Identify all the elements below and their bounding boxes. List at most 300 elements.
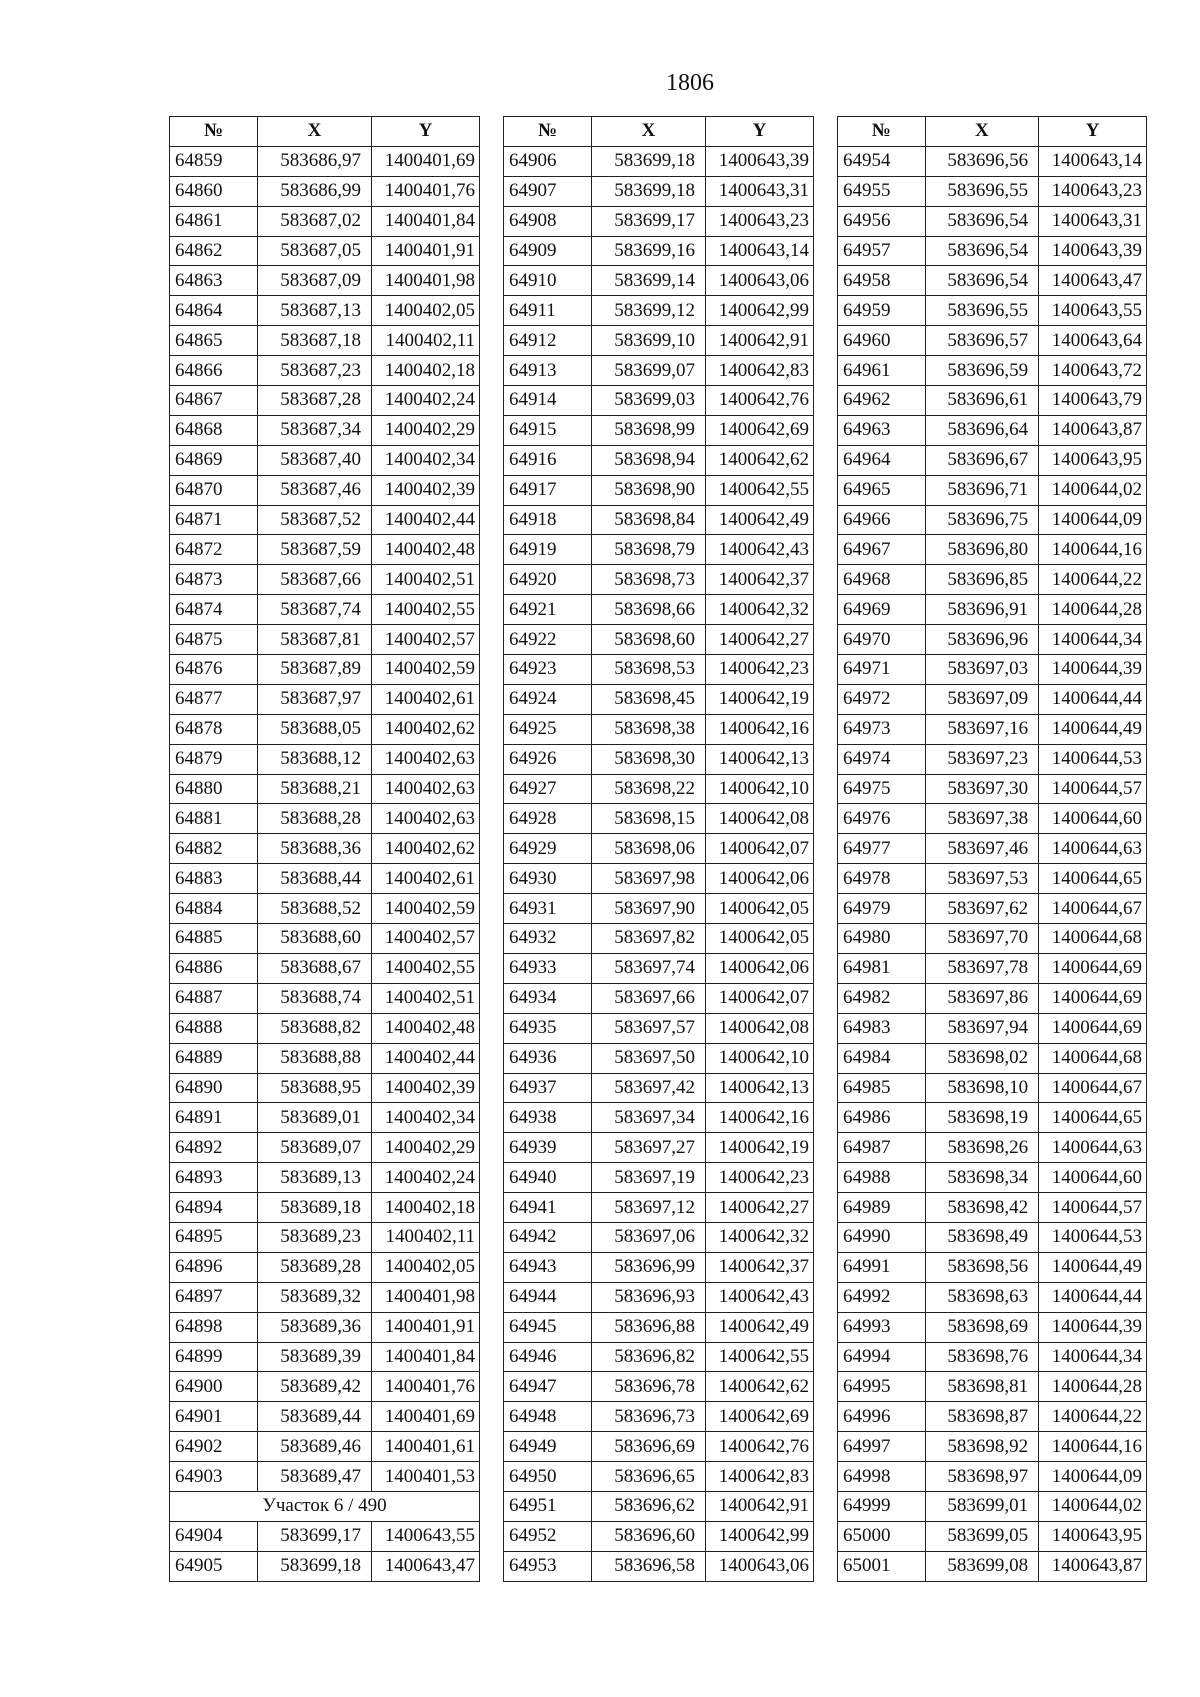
x-coordinate-cell: 583697,09 (925, 684, 1039, 714)
point-number-cell: 64899 (170, 1342, 258, 1372)
point-number-cell: 64990 (838, 1222, 926, 1252)
point-number-cell: 64865 (170, 326, 258, 356)
y-coordinate-cell: 1400402,11 (372, 326, 480, 356)
y-coordinate-cell: 1400643,23 (1039, 176, 1147, 206)
y-coordinate-cell: 1400402,59 (372, 655, 480, 685)
table-row (504, 146, 814, 176)
x-coordinate-cell: 583699,10 (592, 326, 706, 356)
y-coordinate-cell: 1400642,13 (706, 744, 814, 774)
point-number-cell: 64894 (170, 1193, 258, 1223)
point-number-cell: 64917 (504, 475, 592, 505)
point-number-cell: 64932 (504, 924, 592, 954)
y-coordinate-cell: 1400644,22 (1039, 1402, 1147, 1432)
table-row (170, 266, 480, 296)
point-number-cell: 64943 (504, 1252, 592, 1282)
y-coordinate-cell: 1400644,67 (1039, 894, 1147, 924)
point-number-cell: 64927 (504, 774, 592, 804)
y-coordinate-cell: 1400402,29 (372, 1133, 480, 1163)
table-row (838, 1043, 1147, 1073)
table-row (838, 356, 1147, 386)
table-row (504, 565, 814, 595)
point-number-cell: 64873 (170, 565, 258, 595)
x-coordinate-cell: 583698,10 (925, 1073, 1039, 1103)
y-coordinate-cell: 1400402,24 (372, 386, 480, 416)
y-coordinate-cell: 1400402,48 (372, 535, 480, 565)
x-coordinate-cell: 583696,62 (592, 1491, 706, 1521)
y-coordinate-cell: 1400644,65 (1039, 1103, 1147, 1133)
point-number-cell: 64985 (838, 1073, 926, 1103)
y-coordinate-cell: 1400401,91 (372, 1312, 480, 1342)
point-number-cell: 64900 (170, 1372, 258, 1402)
y-coordinate-cell: 1400644,63 (1039, 834, 1147, 864)
point-number-cell: 64957 (838, 236, 926, 266)
y-coordinate-cell: 1400643,87 (1039, 415, 1147, 445)
y-coordinate-cell: 1400642,16 (706, 1103, 814, 1133)
y-coordinate-cell: 1400642,05 (706, 894, 814, 924)
y-coordinate-cell: 1400642,55 (706, 1342, 814, 1372)
x-coordinate-cell: 583687,97 (258, 684, 372, 714)
table-row (170, 774, 480, 804)
table-row (504, 505, 814, 535)
y-coordinate-cell: 1400402,61 (372, 864, 480, 894)
table-row (504, 924, 814, 954)
table-row (838, 386, 1147, 416)
table-row (170, 535, 480, 565)
y-coordinate-cell: 1400642,49 (706, 505, 814, 535)
y-coordinate-cell: 1400642,49 (706, 1312, 814, 1342)
point-number-cell: 64895 (170, 1222, 258, 1252)
y-coordinate-cell: 1400644,63 (1039, 1133, 1147, 1163)
table-row (170, 565, 480, 595)
table-row (838, 1491, 1147, 1521)
x-coordinate-cell: 583688,82 (258, 1013, 372, 1043)
y-coordinate-cell: 1400402,34 (372, 1103, 480, 1133)
point-number-cell: 64939 (504, 1133, 592, 1163)
x-coordinate-cell: 583688,88 (258, 1043, 372, 1073)
x-coordinate-cell: 583696,96 (925, 625, 1039, 655)
x-coordinate-cell: 583698,66 (592, 595, 706, 625)
x-coordinate-cell: 583688,95 (258, 1073, 372, 1103)
x-coordinate-cell: 583687,81 (258, 625, 372, 655)
y-coordinate-cell: 1400642,99 (706, 296, 814, 326)
x-coordinate-cell: 583696,64 (925, 415, 1039, 445)
x-coordinate-cell: 583698,22 (592, 774, 706, 804)
table-row (504, 774, 814, 804)
point-number-cell: 64886 (170, 953, 258, 983)
y-coordinate-cell: 1400644,68 (1039, 924, 1147, 954)
x-coordinate-cell: 583697,98 (592, 864, 706, 894)
x-coordinate-cell: 583698,45 (592, 684, 706, 714)
y-coordinate-cell: 1400401,84 (372, 1342, 480, 1372)
y-coordinate-cell: 1400402,39 (372, 1073, 480, 1103)
point-number-cell: 64974 (838, 744, 926, 774)
point-number-cell: 64918 (504, 505, 592, 535)
point-number-cell: 64864 (170, 296, 258, 326)
point-number-cell: 64992 (838, 1282, 926, 1312)
section-label: Участок 6 / 490 (170, 1491, 480, 1521)
x-coordinate-cell: 583698,76 (925, 1342, 1039, 1372)
x-coordinate-cell: 583697,38 (925, 804, 1039, 834)
x-coordinate-cell: 583687,40 (258, 445, 372, 475)
point-number-cell: 64862 (170, 236, 258, 266)
y-coordinate-cell: 1400643,95 (1039, 1521, 1147, 1551)
table-row (504, 894, 814, 924)
table-row (170, 146, 480, 176)
table-row (504, 1342, 814, 1372)
x-coordinate-cell: 583698,42 (925, 1193, 1039, 1223)
table-row (504, 1462, 814, 1492)
y-coordinate-cell: 1400402,39 (372, 475, 480, 505)
y-coordinate-cell: 1400643,72 (1039, 356, 1147, 386)
x-coordinate-cell: 583699,18 (258, 1551, 372, 1581)
point-number-cell: 64959 (838, 296, 926, 326)
y-coordinate-cell: 1400402,63 (372, 804, 480, 834)
table-row (504, 714, 814, 744)
point-number-cell: 64907 (504, 176, 592, 206)
x-coordinate-cell: 583698,63 (925, 1282, 1039, 1312)
table-header-row (838, 117, 1147, 147)
table-row (170, 1252, 480, 1282)
point-number-cell: 64946 (504, 1342, 592, 1372)
x-coordinate-cell: 583687,18 (258, 326, 372, 356)
table-row (170, 1073, 480, 1103)
x-coordinate-cell: 583689,42 (258, 1372, 372, 1402)
table-row (504, 445, 814, 475)
table-row (170, 326, 480, 356)
y-coordinate-cell: 1400402,59 (372, 894, 480, 924)
x-coordinate-cell: 583689,18 (258, 1193, 372, 1223)
table-row (838, 1193, 1147, 1223)
y-coordinate-cell: 1400642,06 (706, 864, 814, 894)
y-coordinate-cell: 1400644,39 (1039, 655, 1147, 685)
point-number-cell: 64926 (504, 744, 592, 774)
x-coordinate-cell: 583687,59 (258, 535, 372, 565)
y-coordinate-cell: 1400642,27 (706, 1193, 814, 1223)
table-row (504, 326, 814, 356)
y-coordinate-cell: 1400644,68 (1039, 1043, 1147, 1073)
x-coordinate-cell: 583688,36 (258, 834, 372, 864)
point-number-cell: 64954 (838, 146, 926, 176)
point-number-cell: 64885 (170, 924, 258, 954)
x-coordinate-cell: 583689,46 (258, 1432, 372, 1462)
point-number-cell: 64911 (504, 296, 592, 326)
section-row (170, 1491, 480, 1521)
point-number-cell: 64920 (504, 565, 592, 595)
y-coordinate-cell: 1400644,09 (1039, 505, 1147, 535)
x-coordinate-cell: 583698,90 (592, 475, 706, 505)
point-number-cell: 64965 (838, 475, 926, 505)
table-row (838, 684, 1147, 714)
table-row (504, 176, 814, 206)
y-coordinate-cell: 1400644,28 (1039, 1372, 1147, 1402)
y-coordinate-cell: 1400644,60 (1039, 804, 1147, 834)
point-number-cell: 64941 (504, 1193, 592, 1223)
table-row (504, 1282, 814, 1312)
y-coordinate-cell: 1400402,05 (372, 1252, 480, 1282)
table-row (838, 266, 1147, 296)
x-coordinate-cell: 583696,60 (592, 1521, 706, 1551)
x-coordinate-cell: 583696,58 (592, 1551, 706, 1581)
point-number-cell: 64950 (504, 1462, 592, 1492)
y-coordinate-cell: 1400642,76 (706, 1432, 814, 1462)
table-row (170, 1222, 480, 1252)
y-coordinate-cell: 1400402,29 (372, 415, 480, 445)
table-row (504, 1193, 814, 1223)
table-row (838, 714, 1147, 744)
y-coordinate-cell: 1400643,23 (706, 206, 814, 236)
table-row (838, 1133, 1147, 1163)
x-coordinate-cell: 583688,05 (258, 714, 372, 744)
y-coordinate-cell: 1400644,44 (1039, 684, 1147, 714)
table-row (838, 535, 1147, 565)
x-coordinate-cell: 583697,06 (592, 1222, 706, 1252)
point-number-cell: 64975 (838, 774, 926, 804)
point-number-cell: 64969 (838, 595, 926, 625)
point-number-cell: 64905 (170, 1551, 258, 1581)
table-row (838, 146, 1147, 176)
table-row (504, 206, 814, 236)
point-number-cell: 64972 (838, 684, 926, 714)
x-coordinate-cell: 583696,57 (925, 326, 1039, 356)
table-row (504, 266, 814, 296)
table-row (504, 1013, 814, 1043)
table-row (838, 834, 1147, 864)
y-coordinate-cell: 1400642,07 (706, 983, 814, 1013)
table-row (504, 1402, 814, 1432)
x-coordinate-cell: 583698,79 (592, 535, 706, 565)
y-coordinate-cell: 1400643,64 (1039, 326, 1147, 356)
y-coordinate-cell: 1400642,05 (706, 924, 814, 954)
table-row (838, 415, 1147, 445)
x-coordinate-cell: 583698,38 (592, 714, 706, 744)
table-row (838, 1103, 1147, 1133)
table-row (504, 983, 814, 1013)
y-coordinate-cell: 1400642,08 (706, 804, 814, 834)
point-number-cell: 64893 (170, 1163, 258, 1193)
x-coordinate-cell: 583698,06 (592, 834, 706, 864)
point-number-cell: 64923 (504, 655, 592, 685)
y-coordinate-cell: 1400642,10 (706, 774, 814, 804)
table-row (838, 1402, 1147, 1432)
x-coordinate-cell: 583687,05 (258, 236, 372, 266)
header-y: Y (372, 117, 480, 147)
y-coordinate-cell: 1400644,69 (1039, 1013, 1147, 1043)
point-number-cell: 64889 (170, 1043, 258, 1073)
table-row (838, 1282, 1147, 1312)
point-number-cell: 64996 (838, 1402, 926, 1432)
x-coordinate-cell: 583698,84 (592, 505, 706, 535)
x-coordinate-cell: 583699,17 (592, 206, 706, 236)
point-number-cell: 64874 (170, 595, 258, 625)
x-coordinate-cell: 583687,89 (258, 655, 372, 685)
table-row (838, 1163, 1147, 1193)
table-row (504, 655, 814, 685)
y-coordinate-cell: 1400644,53 (1039, 1222, 1147, 1252)
y-coordinate-cell: 1400642,83 (706, 1462, 814, 1492)
point-number-cell: 64924 (504, 684, 592, 714)
y-coordinate-cell: 1400642,69 (706, 415, 814, 445)
point-number-cell: 64870 (170, 475, 258, 505)
table-row (838, 744, 1147, 774)
y-coordinate-cell: 1400401,69 (372, 1402, 480, 1432)
header-y: Y (706, 117, 814, 147)
x-coordinate-cell: 583687,13 (258, 296, 372, 326)
point-number-cell: 64970 (838, 625, 926, 655)
y-coordinate-cell: 1400644,39 (1039, 1312, 1147, 1342)
x-coordinate-cell: 583697,74 (592, 953, 706, 983)
y-coordinate-cell: 1400401,69 (372, 146, 480, 176)
x-coordinate-cell: 583687,52 (258, 505, 372, 535)
table-row (838, 1432, 1147, 1462)
x-coordinate-cell: 583699,14 (592, 266, 706, 296)
table-body (838, 146, 1147, 1581)
point-number-cell: 64944 (504, 1282, 592, 1312)
x-coordinate-cell: 583696,91 (925, 595, 1039, 625)
table-row (504, 386, 814, 416)
table-row (838, 236, 1147, 266)
x-coordinate-cell: 583699,05 (925, 1521, 1039, 1551)
x-coordinate-cell: 583689,23 (258, 1222, 372, 1252)
x-coordinate-cell: 583697,62 (925, 894, 1039, 924)
table-row (170, 625, 480, 655)
x-coordinate-cell: 583698,69 (925, 1312, 1039, 1342)
y-coordinate-cell: 1400642,19 (706, 684, 814, 714)
y-coordinate-cell: 1400402,18 (372, 1193, 480, 1223)
table-row (170, 445, 480, 475)
point-number-cell: 64968 (838, 565, 926, 595)
point-number-cell: 64913 (504, 356, 592, 386)
point-number-cell: 64872 (170, 535, 258, 565)
y-coordinate-cell: 1400401,91 (372, 236, 480, 266)
y-coordinate-cell: 1400642,43 (706, 1282, 814, 1312)
point-number-cell: 64859 (170, 146, 258, 176)
y-coordinate-cell: 1400402,62 (372, 714, 480, 744)
x-coordinate-cell: 583688,44 (258, 864, 372, 894)
x-coordinate-cell: 583697,23 (925, 744, 1039, 774)
coordinates-table-2 (503, 116, 814, 1582)
x-coordinate-cell: 583699,16 (592, 236, 706, 266)
x-coordinate-cell: 583699,03 (592, 386, 706, 416)
table-row (504, 475, 814, 505)
table-row (170, 296, 480, 326)
x-coordinate-cell: 583697,27 (592, 1133, 706, 1163)
y-coordinate-cell: 1400642,83 (706, 356, 814, 386)
point-number-cell: 64877 (170, 684, 258, 714)
point-number-cell: 64882 (170, 834, 258, 864)
point-number-cell: 64916 (504, 445, 592, 475)
table-row (838, 655, 1147, 685)
table-row (504, 625, 814, 655)
x-coordinate-cell: 583698,49 (925, 1222, 1039, 1252)
y-coordinate-cell: 1400402,34 (372, 445, 480, 475)
y-coordinate-cell: 1400642,37 (706, 1252, 814, 1282)
y-coordinate-cell: 1400401,53 (372, 1462, 480, 1492)
table-row (170, 415, 480, 445)
point-number-cell: 64964 (838, 445, 926, 475)
y-coordinate-cell: 1400642,23 (706, 1163, 814, 1193)
x-coordinate-cell: 583697,42 (592, 1073, 706, 1103)
table-row (170, 1103, 480, 1133)
table-row (504, 1133, 814, 1163)
table-row (838, 894, 1147, 924)
table-row (838, 804, 1147, 834)
y-coordinate-cell: 1400642,06 (706, 953, 814, 983)
table-row (504, 1432, 814, 1462)
header-number: № (170, 117, 258, 147)
y-coordinate-cell: 1400402,11 (372, 1222, 480, 1252)
x-coordinate-cell: 583689,39 (258, 1342, 372, 1372)
x-coordinate-cell: 583688,12 (258, 744, 372, 774)
table-row (838, 1222, 1147, 1252)
point-number-cell: 64884 (170, 894, 258, 924)
y-coordinate-cell: 1400401,76 (372, 1372, 480, 1402)
table-row (838, 176, 1147, 206)
point-number-cell: 64936 (504, 1043, 592, 1073)
point-number-cell: 64898 (170, 1312, 258, 1342)
y-coordinate-cell: 1400401,98 (372, 1282, 480, 1312)
table-row (838, 445, 1147, 475)
table-row (838, 983, 1147, 1013)
y-coordinate-cell: 1400642,13 (706, 1073, 814, 1103)
table-row (504, 535, 814, 565)
x-coordinate-cell: 583696,99 (592, 1252, 706, 1282)
x-coordinate-cell: 583696,69 (592, 1432, 706, 1462)
table-row (504, 1043, 814, 1073)
table-row (504, 1163, 814, 1193)
table-row (170, 1551, 480, 1581)
x-coordinate-cell: 583688,67 (258, 953, 372, 983)
y-coordinate-cell: 1400402,44 (372, 1043, 480, 1073)
table-row (170, 1282, 480, 1312)
y-coordinate-cell: 1400644,57 (1039, 774, 1147, 804)
header-x: X (925, 117, 1039, 147)
x-coordinate-cell: 583686,99 (258, 176, 372, 206)
y-coordinate-cell: 1400402,55 (372, 953, 480, 983)
point-number-cell: 64935 (504, 1013, 592, 1043)
y-coordinate-cell: 1400644,60 (1039, 1163, 1147, 1193)
x-coordinate-cell: 583696,54 (925, 236, 1039, 266)
x-coordinate-cell: 583689,36 (258, 1312, 372, 1342)
y-coordinate-cell: 1400402,24 (372, 1163, 480, 1193)
y-coordinate-cell: 1400644,57 (1039, 1193, 1147, 1223)
x-coordinate-cell: 583687,46 (258, 475, 372, 505)
x-coordinate-cell: 583698,99 (592, 415, 706, 445)
x-coordinate-cell: 583696,59 (925, 356, 1039, 386)
y-coordinate-cell: 1400644,16 (1039, 535, 1147, 565)
x-coordinate-cell: 583698,34 (925, 1163, 1039, 1193)
point-number-cell: 64888 (170, 1013, 258, 1043)
table-row (170, 206, 480, 236)
table-row (170, 595, 480, 625)
header-number: № (504, 117, 592, 147)
x-coordinate-cell: 583697,78 (925, 953, 1039, 983)
table-row (170, 1342, 480, 1372)
x-coordinate-cell: 583698,30 (592, 744, 706, 774)
y-coordinate-cell: 1400644,53 (1039, 744, 1147, 774)
table-row (504, 744, 814, 774)
table-row (170, 1043, 480, 1073)
point-number-cell: 64896 (170, 1252, 258, 1282)
table-row (170, 1521, 480, 1551)
x-coordinate-cell: 583698,60 (592, 625, 706, 655)
point-number-cell: 64876 (170, 655, 258, 685)
y-coordinate-cell: 1400402,63 (372, 744, 480, 774)
y-coordinate-cell: 1400644,49 (1039, 714, 1147, 744)
y-coordinate-cell: 1400642,27 (706, 625, 814, 655)
header-x: X (258, 117, 372, 147)
x-coordinate-cell: 583697,82 (592, 924, 706, 954)
x-coordinate-cell: 583697,16 (925, 714, 1039, 744)
